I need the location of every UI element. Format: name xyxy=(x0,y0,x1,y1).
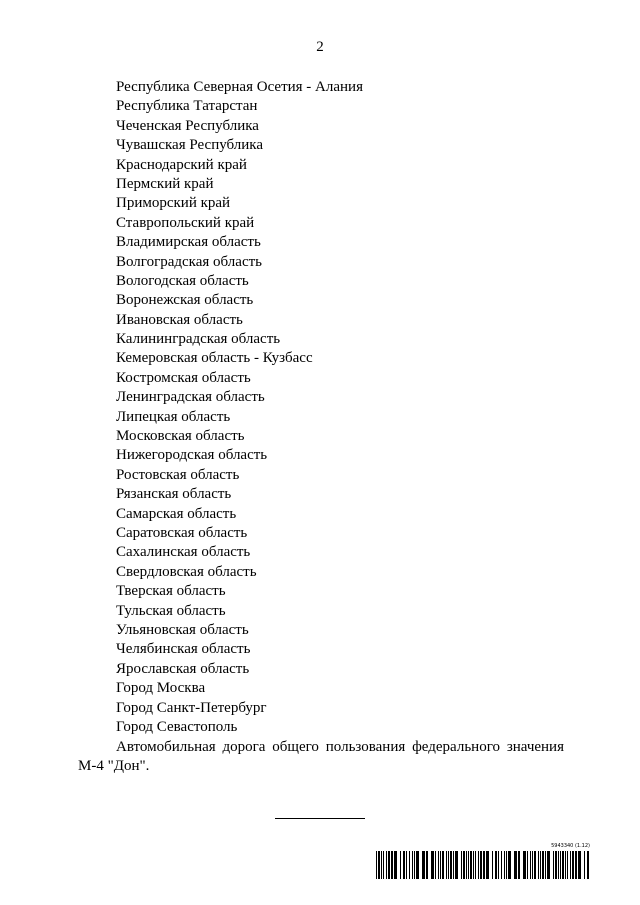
region-item: Свердловская область xyxy=(116,563,257,580)
document-stamp-code: 5943340 (1.12) xyxy=(551,843,590,849)
region-item: Саратовская область xyxy=(116,524,248,541)
region-item: Чеченская Республика xyxy=(116,117,259,134)
region-item: Самарская область xyxy=(116,505,237,522)
region-item: Сахалинская область xyxy=(116,544,251,561)
region-item: Нижегородская область xyxy=(116,447,268,464)
region-item: Воронежская область xyxy=(116,292,254,309)
region-item: Ульяновская область xyxy=(116,621,249,638)
region-item: Город Санкт-Петербург xyxy=(116,699,267,716)
region-item: Республика Северная Осетия - Алания xyxy=(116,79,363,95)
region-item: Рязанская область xyxy=(116,486,232,503)
region-item: Владимирская область xyxy=(116,234,261,251)
region-item: Чувашская Республика xyxy=(116,137,264,154)
region-item: Приморский край xyxy=(116,195,231,212)
region-item: Костромская область xyxy=(116,369,251,386)
region-list xyxy=(116,78,363,737)
region-item: Пермский край xyxy=(116,175,214,192)
end-separator-line xyxy=(275,818,365,819)
region-item: Калининградская область xyxy=(116,331,281,348)
region-item: Тульская область xyxy=(116,602,226,619)
region-item: Ярославская область xyxy=(116,660,250,677)
road-paragraph: Автомобильная дорога общего пользования федерального значения М-4 "Дон". xyxy=(78,739,564,775)
region-item: Тверская область xyxy=(116,583,226,600)
region-item: Ленинградская область xyxy=(116,389,265,406)
region-item: Липецкая область xyxy=(116,408,231,425)
region-item: Московская область xyxy=(116,428,245,445)
region-item: Волгоградская область xyxy=(116,253,262,270)
region-item: Город Севастополь xyxy=(116,718,238,735)
region-item: Республика Татарстан xyxy=(116,98,258,115)
region-item: Ивановская область xyxy=(116,311,243,328)
region-item: Ставропольский край xyxy=(116,214,255,231)
region-item: Город Москва xyxy=(116,680,206,697)
region-item: Вологодская область xyxy=(116,272,249,289)
barcode xyxy=(376,851,590,879)
region-item: Ростовская область xyxy=(116,466,240,483)
page-number: 2 xyxy=(316,39,324,55)
region-item: Краснодарский край xyxy=(116,156,247,173)
region-item: Челябинская область xyxy=(116,641,251,658)
region-item: Кемеровская область - Кузбасс xyxy=(116,350,313,367)
